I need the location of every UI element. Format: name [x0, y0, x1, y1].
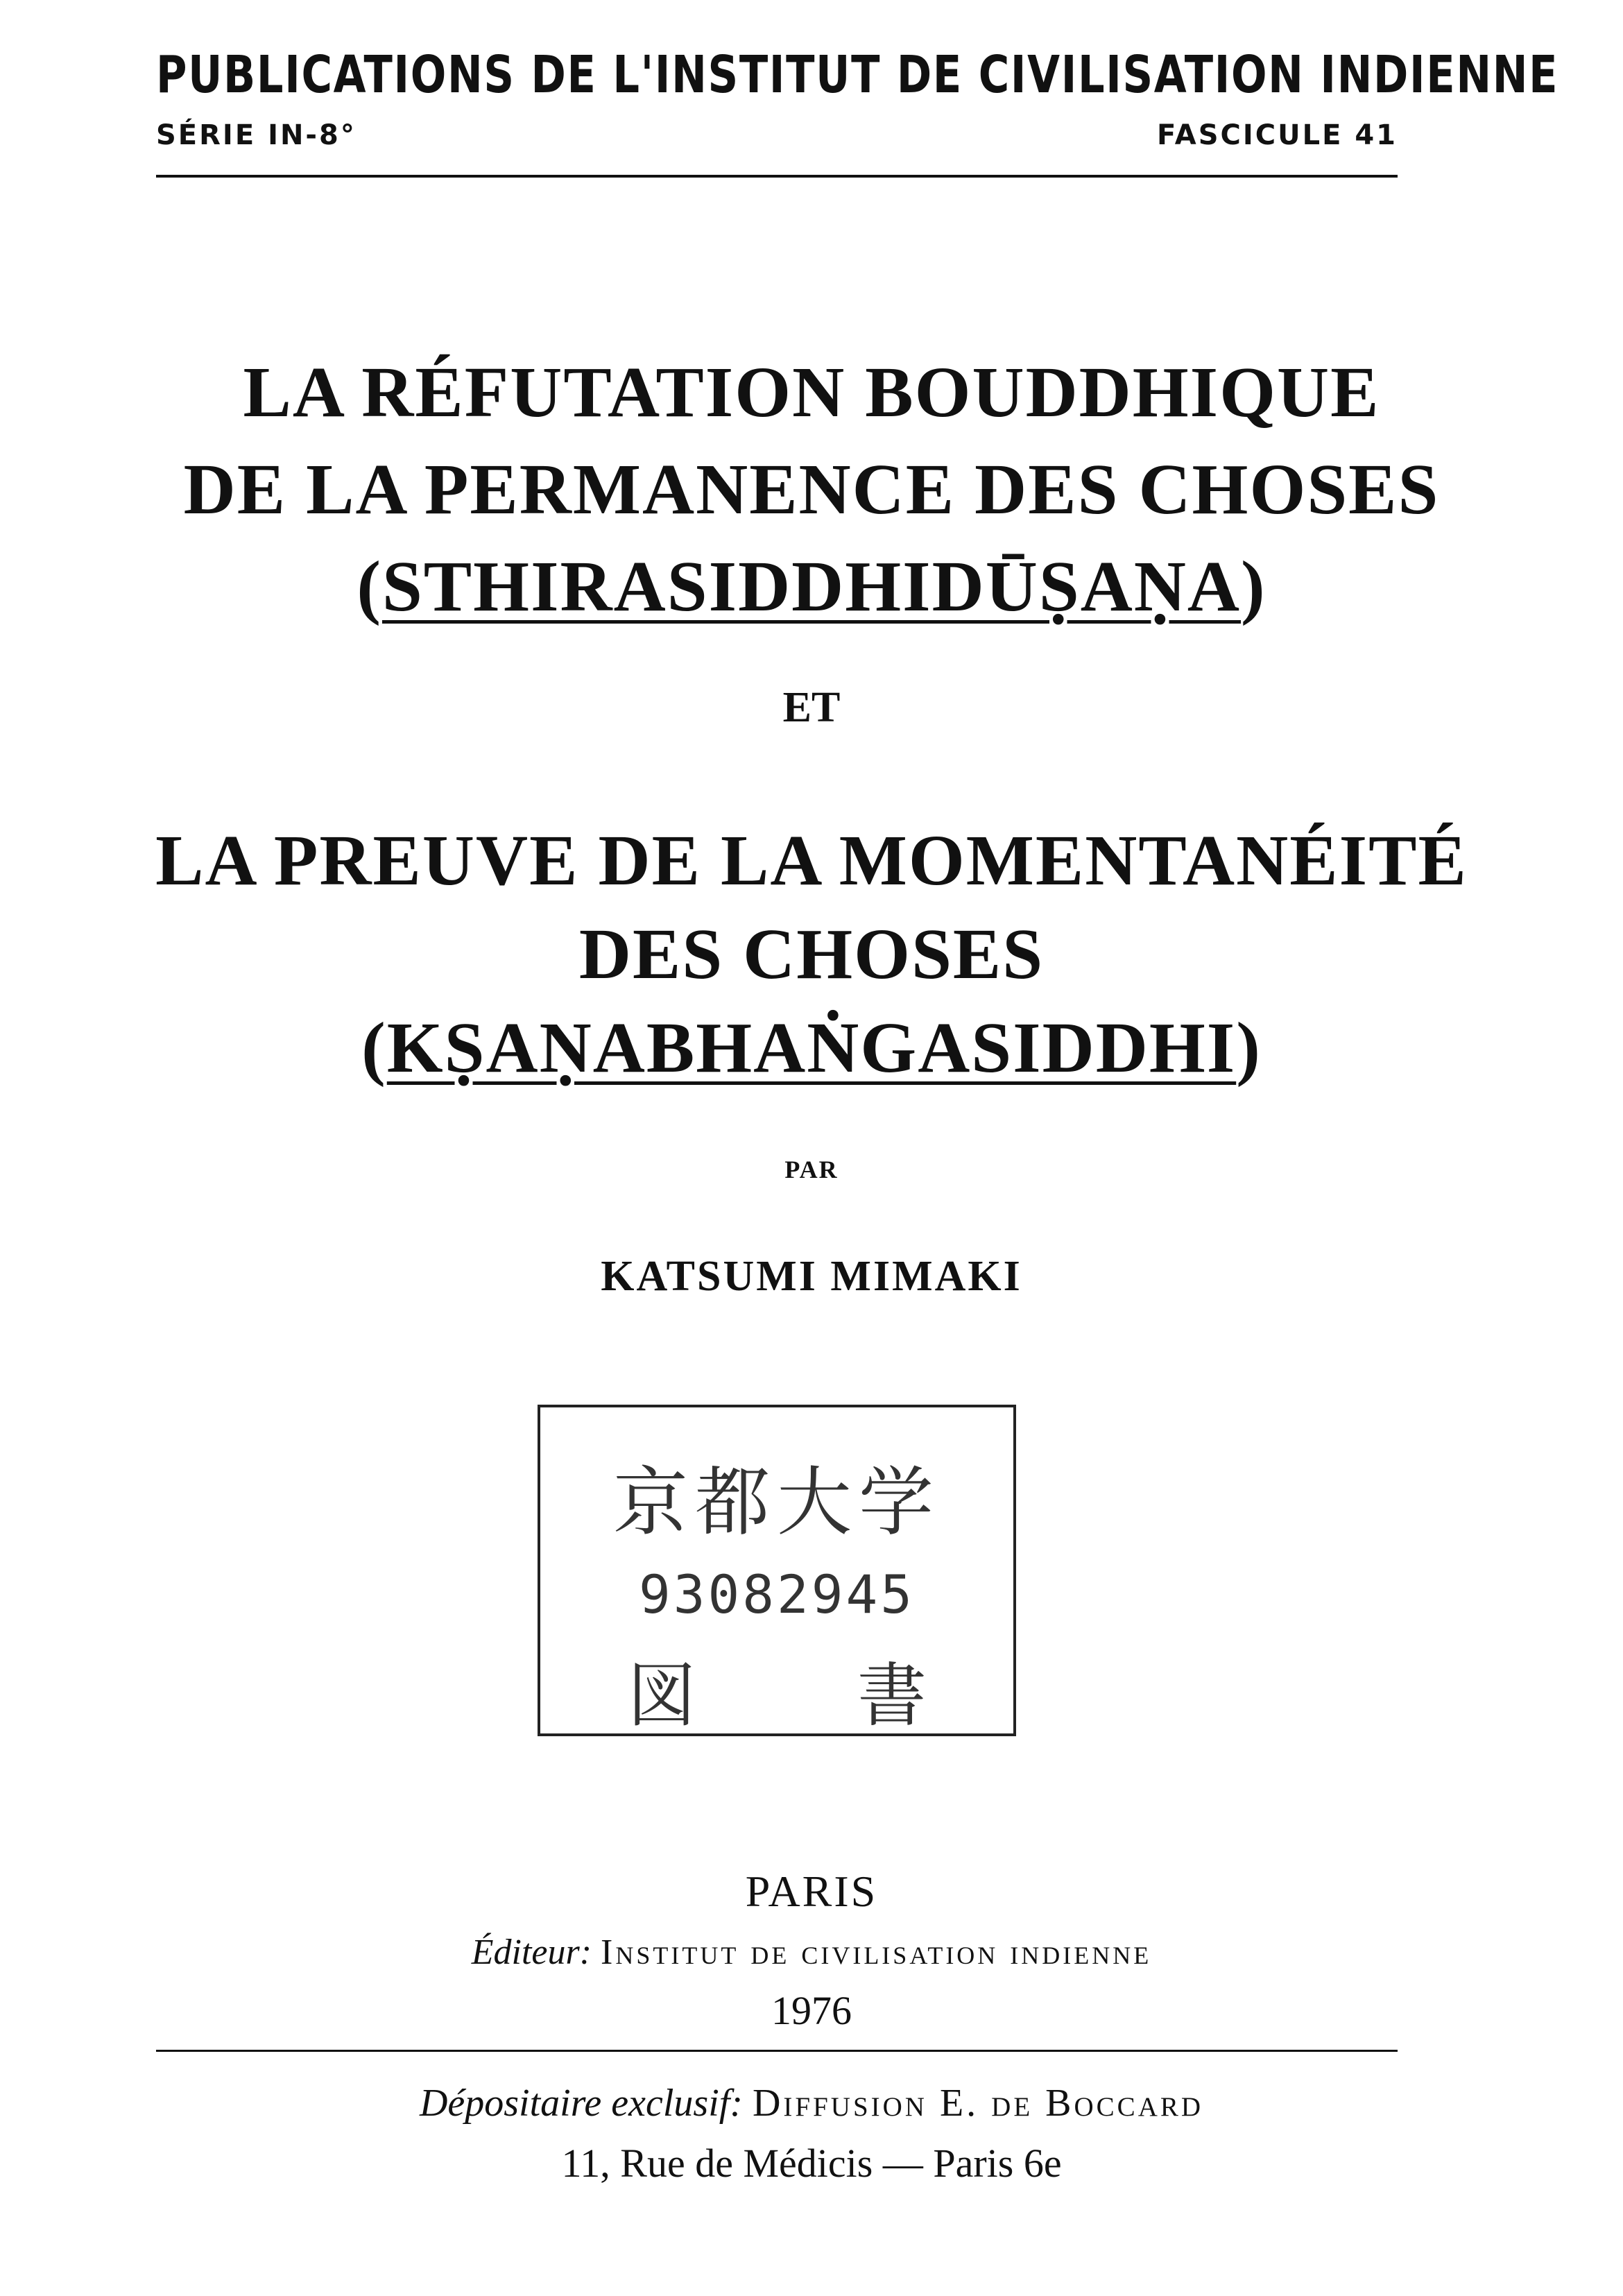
author-name: KATSUMI MIMAKI [601, 1253, 1022, 1300]
editor-label: Éditeur: [471, 1933, 592, 1972]
header-rule [156, 175, 1398, 178]
stamp-number: 93082945 [638, 1563, 916, 1625]
title-paren-close: ) [1241, 547, 1266, 626]
title-paren-open-2: ( [361, 1008, 387, 1088]
sanskrit-title-2: KṢAṆABHAṄGASIDDHI [386, 1008, 1237, 1088]
series-title: PUBLICATIONS DE L'INSTITUT DE CIVILISATION INDIENNE [156, 45, 1559, 105]
library-stamp [538, 1405, 1016, 1736]
publisher-address: 11, Rue de Médicis — Paris 6e [561, 2141, 1062, 2186]
series-label: SÉRIE IN-8° [156, 119, 357, 151]
title-line-6 [0, 1002, 1623, 1094]
editor-name: Institut de civilisation indienne [601, 1933, 1152, 1972]
publication-city: PARIS [745, 1867, 878, 1916]
title-line-2: DE LA PERMANENCE DES CHOSES [183, 449, 1440, 529]
sanskrit-title-1: STHIRASIDDHIDŪṢAṆA [381, 547, 1242, 626]
publication-year: 1976 [771, 1988, 852, 2033]
title-line-5: DES CHOSES [578, 914, 1045, 994]
stamp-label: 図 書 [627, 1655, 996, 1736]
depositaire-name: Diffusion E. de Boccard [752, 2082, 1204, 2125]
series-row [156, 118, 1398, 153]
title-paren-close-2: ) [1236, 1008, 1262, 1088]
footer-rule [156, 2050, 1398, 2052]
depositaire-label: Dépositaire exclusif: [419, 2082, 743, 2125]
editor-line [0, 1932, 1623, 1973]
depositaire-line [0, 2081, 1623, 2125]
title-paren-open: ( [357, 547, 382, 626]
par-label: PAR [784, 1156, 839, 1183]
conjunction: ET [782, 684, 841, 731]
title-line-4: LA PREUVE DE LA MOMENTANÉITÉ [155, 821, 1468, 900]
title-line-3 [0, 541, 1623, 633]
title-line-1: LA RÉFUTATION BOUDDHIQUE [243, 352, 1380, 432]
stamp-institution: 京都大学 [612, 1459, 941, 1546]
fascicule-number: FASCICULE 41 [1157, 119, 1398, 151]
